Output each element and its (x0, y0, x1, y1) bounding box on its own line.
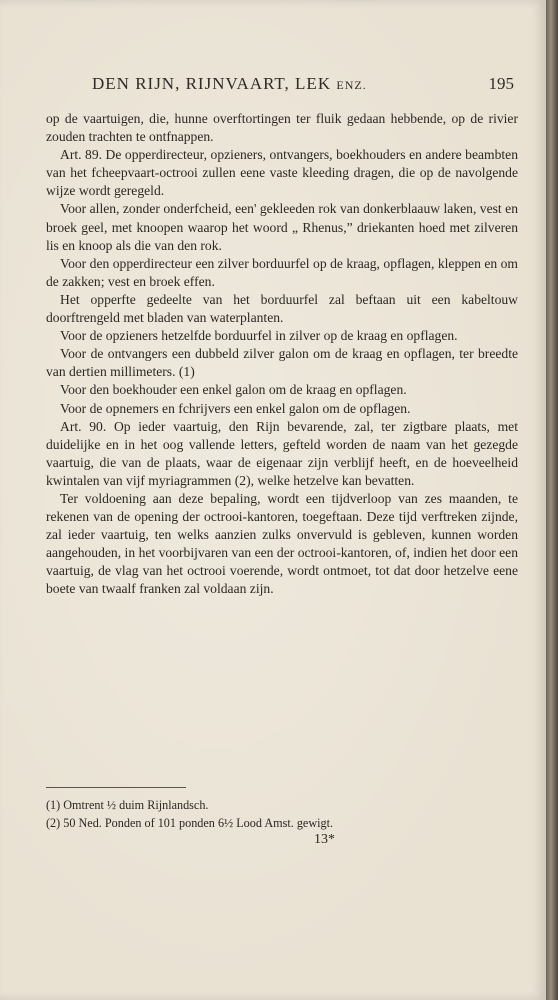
paragraph: Ter voldoening aan deze bepaling, wordt een tijdverloop van zes maanden, te rekenen van de opening der octrooi-kantoren, toegeftaan. Deze tijd verftreken zijnde, zal ieder vaartuig, ten welks aanzien zulks onvervuld is gebleven, kunnen worden aangehouden, in het voorbijvaren van een der octrooi-kantoren, of, indien het door een vaartuig, de vlag van het octrooi voerende, wordt ontmoet, tot dat door hetzelve eene boete van twaalf franken zal voldaan zijn. (46, 490, 518, 597)
footnotes (46, 796, 518, 832)
paragraph: Voor de opnemers en fchrijvers een enkel galon om de opflagen. (60, 400, 411, 416)
page-edge (546, 0, 558, 1000)
paragraph: Voor den opperdirecteur een zilver borduurfel op de kraag, opflagen, kleppen en om de zakken; vest en broek effen. (46, 255, 518, 289)
page-header (46, 74, 518, 100)
paragraph: Voor allen, zonder onderfcheid, een' gekleeden rok van donkerblaauw laken, vest en broek geel, met knoopen waarop het woord „ Rhenus,” driekanten hoed met zilveren lis en knoop als die van den rok. (46, 201, 518, 253)
footnote: (2) 50 Ned. Ponden of 101 ponden 6½ Lood Amst. gewigt. (46, 816, 334, 830)
running-title-text: DEN RIJN, RIJNVAART, LEK (92, 74, 332, 93)
body-text (46, 110, 518, 599)
paragraph: Voor de ontvangers een dubbeld zilver galon om de kraag en opflagen, ter breedte van dertien millimeters. (1) (46, 346, 518, 380)
paragraph: op de vaartuigen, die, hunne overftortingen ter fluik gedaan hebbende, op de rivier zouden trachten te ontfnappen. (46, 111, 518, 145)
paragraph: Art. 90. Op ieder vaartuig, den Rijn bevarende, zal, ter zigtbare plaats, met duidelijke en in het oog vallende letters, gefteld worden de naam van het gezegde vaartuig, die van de plaats, waar de eigenaar zijn verblijf heeft, en de hoeveelheid kwintalen van vijf myriagrammen (2), welke hetzelve kan bevatten. (46, 418, 518, 488)
paragraph: Art. 89. De opperdirecteur, opzieners, ontvangers, boekhouders en andere beambten van het fcheepvaart-octrooi zullen eene vaste kleeding dragen, die op de navolgende wijze wordt geregeld. (46, 147, 518, 199)
paragraph: Voor de opzieners hetzelfde borduurfel in zilver op de kraag en opflagen. (60, 328, 458, 344)
signature-mark: 13* (314, 832, 335, 847)
paragraph: Het opperfte gedeelte van het borduurfel zal beftaan uit een kabeltouw doorftrengeld met bladen van waterplanten. (46, 291, 518, 326)
footnote-divider (46, 787, 186, 788)
running-title-suffix: ENZ. (336, 78, 367, 92)
paragraph: Voor den boekhouder een enkel galon om de kraag en opflagen. (60, 382, 407, 398)
running-title (92, 74, 367, 94)
page-number: 195 (488, 74, 514, 93)
footnote: (1) Omtrent ½ duim Rijnlandsch. (46, 798, 209, 812)
